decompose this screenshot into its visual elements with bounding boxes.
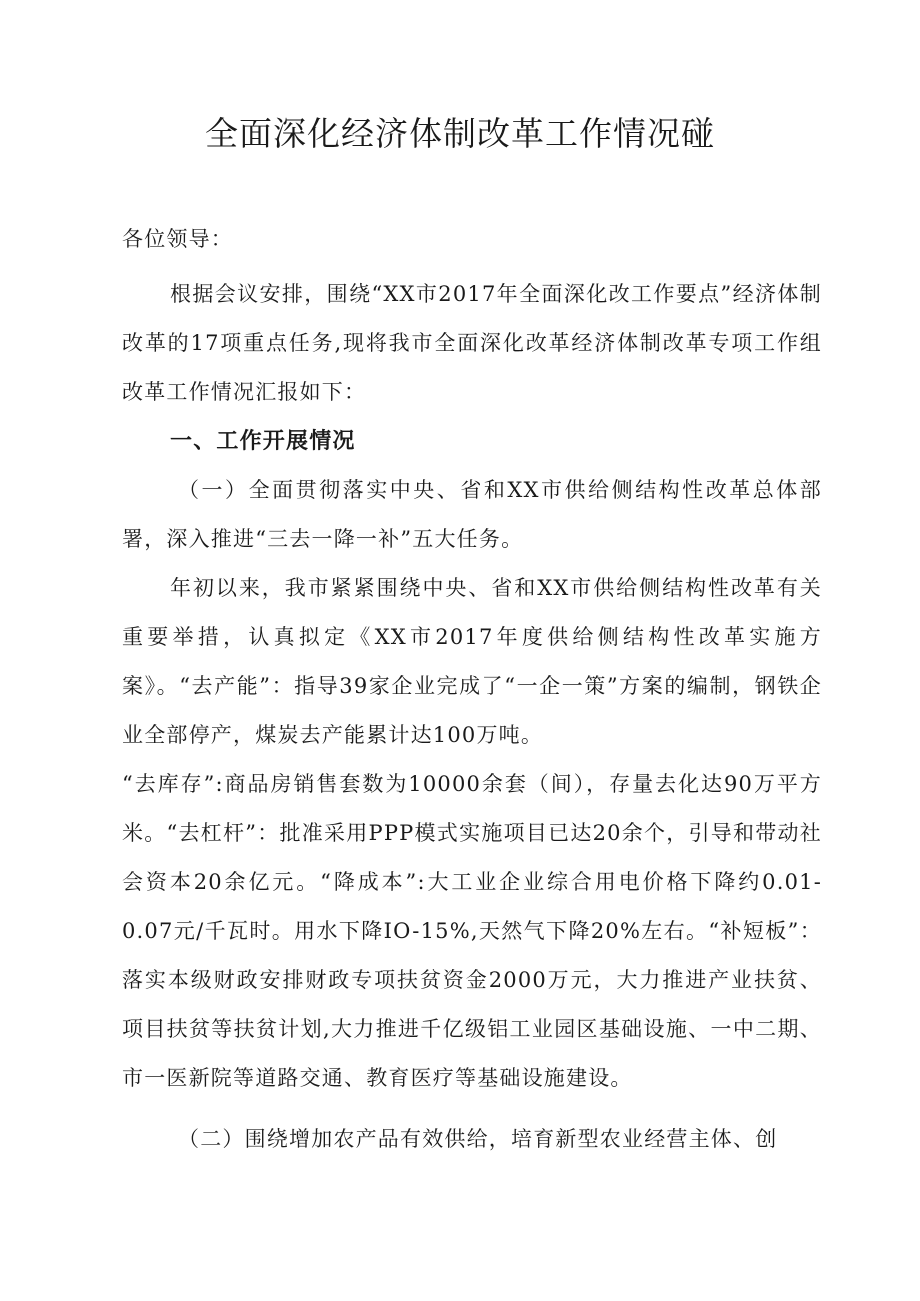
- intro-paragraph: 根据会议安排，围绕“XX市2017年全面深化改工作要点”经济体制改革的17项重点任务,现将我市全面深化改革经济体制改革专项工作组改革工作情况汇报如下：: [122, 282, 822, 404]
- document-title: 全面深化经济体制改革工作情况碰: [205, 114, 715, 153]
- subsection-heading-1: （一）全面贯彻落实中央、省和XX市供给侧结构性改革总体部署，深入推进“三去一降一补”五大任务。: [122, 478, 822, 551]
- section-heading: 一、工作开展情况: [170, 429, 356, 454]
- salutation: 各位领导：: [122, 227, 233, 251]
- document-body: [122, 215, 822, 1164]
- body-paragraph-2: “去库存”:商品房销售套数为10000余套（间），存量去化达90万平方米。“去杠杆”：批准采用PPP模式实施项目已达20余个，引导和带动社会资本20余亿元。“降成本”:大工业企业综合用电价格下降约0.01-0.07元/千瓦时。用水下降IO-15%,天然气下降20%左右。“补短板”：落实本级财政安排财政专项扶贫资金2000万元，大力推进产业扶贫、项目扶贫等扶贫计划,大力推进千亿级铝工业园区基础设施、一中二期、市一医新院等道路交通、教育医疗等基础设施建设。: [122, 772, 822, 1090]
- subsection-heading-2: （二）围绕增加农产品有效供给，培育新型农业经营主体、创: [178, 1127, 778, 1151]
- body-paragraph-1: 年初以来，我市紧紧围绕中央、省和XX市供给侧结构性改革有关重要举措，认真拟定《XX市2017年度供给侧结构性改革实施方案》。“去产能”：指导39家企业完成了“一企一策”方案的编制，钢铁企业全部停产，煤炭去产能累计达100万吨。: [122, 576, 822, 747]
